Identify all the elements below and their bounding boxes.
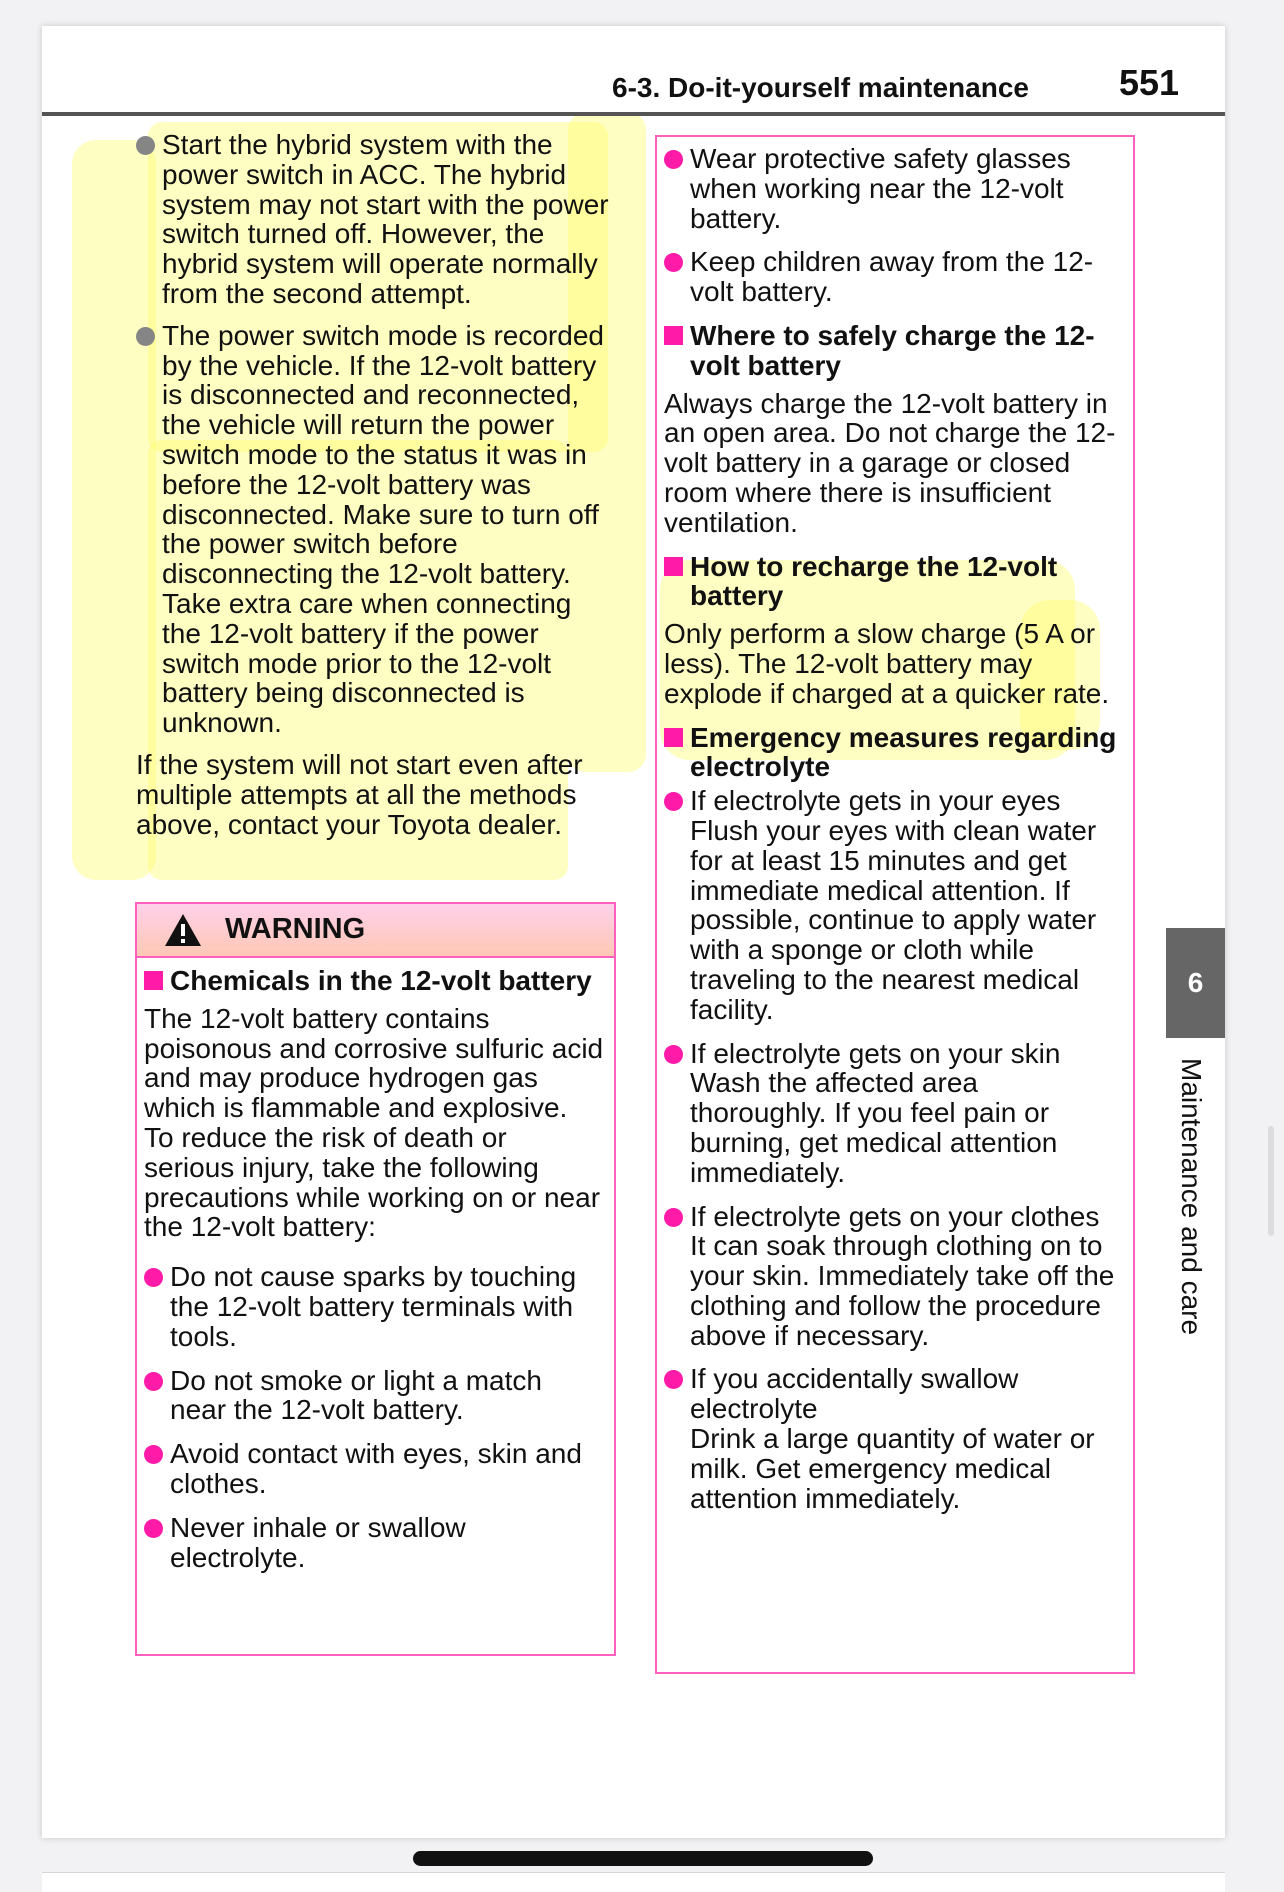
closing-paragraph: If the system will not start even after multiple attempts at all the methods above, contact your Toyota dealer. xyxy=(136,748,583,840)
list-item xyxy=(664,1039,1122,1188)
item-title: If electrolyte gets in your eyes xyxy=(690,785,1061,817)
chapter-tab[interactable]: 6 xyxy=(1166,928,1225,1038)
heading-text: Where to safely charge the 12-volt battery xyxy=(690,319,1095,381)
next-page-edge xyxy=(42,1872,1225,1892)
list-item xyxy=(664,1364,1122,1513)
bullet-text: Wear protective safety glasses when working near the 12-volt battery. xyxy=(690,143,1071,234)
list-item xyxy=(144,1513,604,1573)
list-item xyxy=(136,130,616,309)
page-number: 551 xyxy=(1119,62,1180,103)
bullet-icon xyxy=(664,1370,683,1389)
warning-box xyxy=(135,902,616,1656)
bullet-icon xyxy=(144,1519,163,1538)
section-heading xyxy=(664,321,1122,381)
bullet-icon xyxy=(664,1208,683,1227)
bullet-text: Start the hybrid system with the power switch in ACC. The hybrid system may not start with the power switch turned off. However, the hybrid system will operate normally from the second attempt. xyxy=(162,129,609,309)
bullet-text: Never inhale or swallow electrolyte. xyxy=(170,1511,466,1573)
item-text: Drink a large quantity of water or milk. Get emergency medical attention immediately. xyxy=(690,1423,1095,1514)
list-item xyxy=(144,1366,604,1426)
section-body: Always charge the 12-volt battery in an open area. Do not charge the 12-volt battery in a garage or closed room where there is insufficient ventilation. xyxy=(664,387,1116,538)
bullet-icon xyxy=(144,1445,163,1464)
bullet-icon xyxy=(664,1045,683,1064)
square-bullet-icon xyxy=(664,557,683,576)
list-item xyxy=(144,1262,604,1351)
section-title: 6-3. Do-it-yourself maintenance xyxy=(612,72,1029,103)
right-warning-box xyxy=(655,135,1135,1674)
bullet-icon xyxy=(136,327,155,346)
list-item xyxy=(664,247,1122,307)
item-title: If electrolyte gets on your skin xyxy=(690,1037,1061,1069)
bullet-icon xyxy=(664,792,683,811)
item-title: If electrolyte gets on your clothes xyxy=(690,1200,1100,1232)
square-bullet-icon xyxy=(664,326,683,345)
warning-title: WARNING xyxy=(225,913,366,945)
list-item xyxy=(144,1439,604,1499)
bullet-text: The power switch mode is recorded by the vehicle. If the 12-volt battery is disconnected and reconnected, the vehicle will return the power switch mode to the status it was in before the 12-volt battery was disconnected. Make sure to turn off the power switch before disconnecting the 12-volt battery. Take extra care when connecting the 12-volt battery if the power switch mode prior to the 12-volt battery being disconnected is unknown. xyxy=(162,319,604,739)
heading-text: Emergency measures regarding electrolyte xyxy=(690,721,1117,783)
bullet-icon xyxy=(664,150,683,169)
item-text: It can soak through clothing on to your skin. Immediately take off the clothing and follow the procedure above if necessary. xyxy=(690,1230,1115,1351)
section-body: Only perform a slow charge (5 A or less). The 12-volt battery may explode if charged at a quicker rate. xyxy=(664,618,1110,709)
bullet-text: Keep children away from the 12-volt battery. xyxy=(690,246,1094,308)
warning-content xyxy=(144,966,604,1586)
square-bullet-icon xyxy=(664,728,683,747)
list-item xyxy=(664,144,1122,233)
heading-text: How to recharge the 12-volt battery xyxy=(690,550,1058,612)
square-bullet-icon xyxy=(144,971,163,990)
bullet-icon xyxy=(664,253,683,272)
bullet-text: Avoid contact with eyes, skin and clothes. xyxy=(170,1438,582,1499)
warning-body: The 12-volt battery contains poisonous and corrosive sulfuric acid and may produce hydrogen gas which is flammable and explosive. To reduce the risk of death or serious injury, take the following precautions while working on or near the 12-volt battery: xyxy=(144,1002,604,1243)
page-header xyxy=(42,60,1225,116)
section-heading xyxy=(664,723,1122,783)
bullet-icon xyxy=(136,136,155,155)
left-column xyxy=(136,130,616,853)
warning-header xyxy=(137,904,614,958)
bullet-icon xyxy=(144,1372,163,1391)
bullet-text: Do not smoke or light a match near the 12-volt battery. xyxy=(170,1364,542,1426)
right-box-content xyxy=(664,144,1122,1527)
section-heading xyxy=(144,966,604,996)
list-item xyxy=(664,1202,1122,1351)
home-indicator[interactable] xyxy=(413,1851,873,1866)
heading-text: Chemicals in the 12-volt battery xyxy=(170,965,592,996)
list-item xyxy=(136,321,616,738)
bullet-icon xyxy=(144,1268,163,1287)
item-title: If you accidentally swallow electrolyte xyxy=(690,1363,1019,1425)
scrollbar-thumb[interactable] xyxy=(1268,1126,1274,1236)
item-text: Flush your eyes with clean water for at least 15 minutes and get immediate medical attention. If possible, continue to apply water with a sponge or cloth while traveling to the nearest medical facility. xyxy=(690,814,1097,1025)
chapter-tab-label: Maintenance and care xyxy=(1176,1058,1207,1336)
list-item xyxy=(664,786,1122,1024)
warning-triangle-icon xyxy=(163,912,203,948)
bullet-text: Do not cause sparks by touching the 12-volt battery terminals with tools. xyxy=(170,1261,577,1352)
section-heading xyxy=(664,552,1122,612)
item-text: Wash the affected area thoroughly. If you feel pain or burning, get medical attention immediately. xyxy=(690,1067,1058,1188)
